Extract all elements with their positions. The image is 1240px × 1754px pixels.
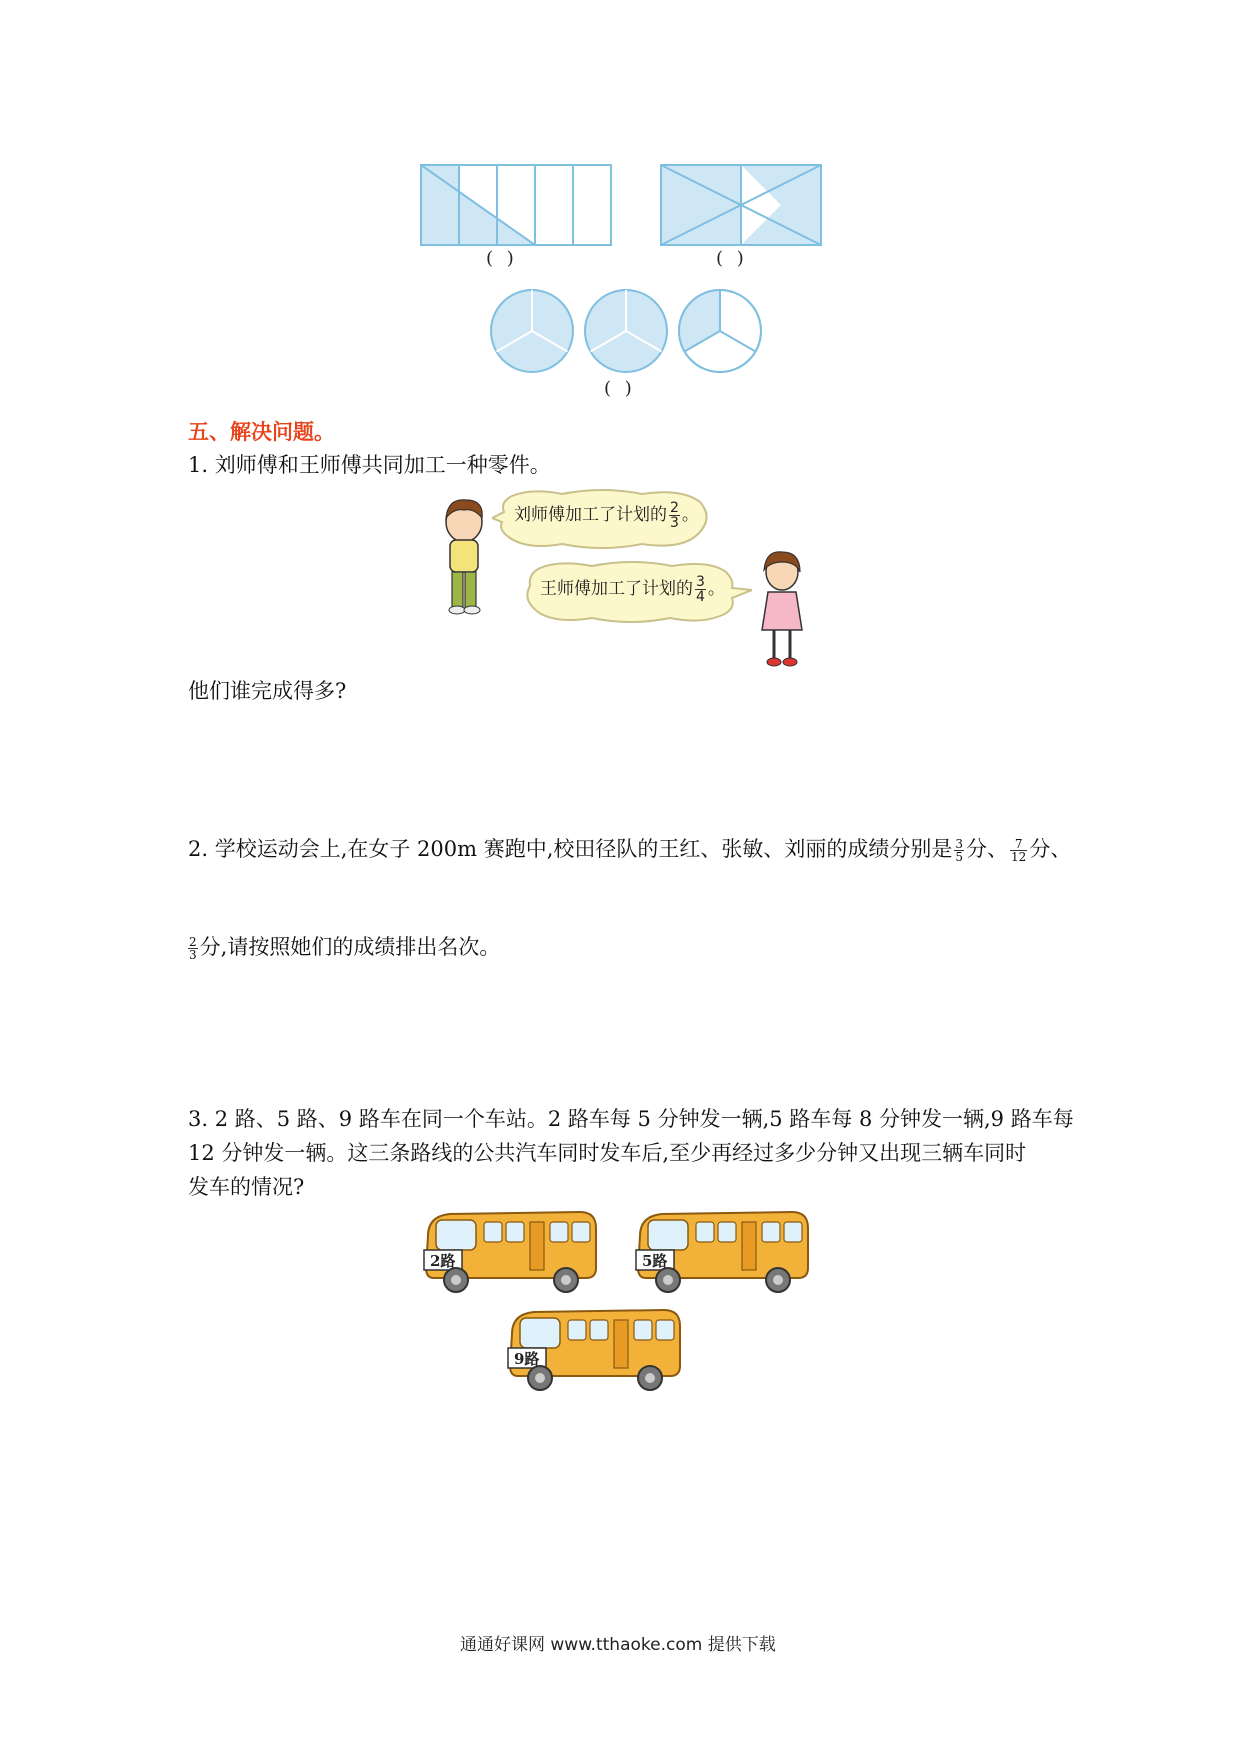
- q1-question: 他们谁完成得多?: [188, 679, 347, 703]
- q2-line2: [186, 930, 500, 964]
- q1-text: 1. 刘师傅和王师傅共同加工一种零件。: [188, 453, 551, 477]
- q2-sep-2: 分、: [1029, 837, 1072, 861]
- bubble-1-text: [514, 500, 699, 530]
- circle-figures: [490, 288, 766, 374]
- q2-fraction-2-den: 12: [1011, 850, 1027, 864]
- bubble-2-fraction: [695, 575, 706, 604]
- q2-fraction-3-num: 2: [189, 935, 197, 949]
- q2-fraction-3-den: 3: [189, 948, 197, 962]
- bubble-2-prefix: 王师傅加工了计划的: [540, 579, 693, 599]
- section-title: 五、解决问题。: [188, 420, 335, 444]
- bubble-2-numerator: 3: [696, 573, 705, 590]
- bubble-1-suffix: 。: [681, 505, 699, 525]
- bubble-2-text: [540, 574, 725, 604]
- q2-sep-1: 分、: [966, 837, 1009, 861]
- bubble-2-suffix: 。: [707, 579, 725, 599]
- q3-line2: 12 分钟发一辆。这三条路线的公共汽车同时发车后,至少再经过多少分钟又出现三辆车同时: [188, 1141, 1027, 1165]
- answer-blank-3[interactable]: ( ): [604, 378, 636, 399]
- bus-illustrations: [420, 1194, 820, 1404]
- bubble-2-denominator: 4: [696, 588, 705, 605]
- boy-illustration: [432, 496, 496, 616]
- bubble-1-fraction: [669, 501, 680, 530]
- rectangle-figure-1: [420, 164, 612, 246]
- q3-line3: 发车的情况?: [188, 1175, 305, 1199]
- bubble-1-numerator: 2: [670, 499, 679, 516]
- bus-5-label: 5路: [642, 1252, 668, 1270]
- bubble-1-prefix: 刘师傅加工了计划的: [514, 505, 667, 525]
- q2-line2-text: 分,请按照她们的成绩排出名次。: [199, 935, 501, 959]
- footer-text: 通通好课网 www.tthaoke.com 提供下载: [460, 1635, 776, 1655]
- bus-2-label: 2路: [430, 1252, 456, 1270]
- answer-blank-2[interactable]: ( ): [716, 248, 748, 269]
- bubble-1-denominator: 3: [670, 514, 679, 531]
- q2-fraction-1-num: 3: [955, 837, 964, 851]
- girl-illustration: [752, 548, 814, 670]
- q2-fraction-3: [188, 936, 198, 961]
- q2-fraction-1: [954, 838, 964, 863]
- answer-blank-1[interactable]: ( ): [486, 248, 518, 269]
- q2-fraction-2-num: 7: [1010, 838, 1027, 851]
- bus-9-label: 9路: [514, 1350, 540, 1368]
- q2-line1: [188, 832, 1071, 866]
- q2-fraction-1-den: 5: [955, 850, 964, 864]
- q2-line1-text: 2. 学校运动会上,在女子 200m 赛跑中,校田径队的王红、张敏、刘丽的成绩分别是: [188, 837, 953, 861]
- q3-line1: 3. 2 路、5 路、9 路车在同一个车站。2 路车每 5 分钟发一辆,5 路车每 8 分钟发一辆,9 路车每: [188, 1107, 1074, 1131]
- q2-fraction-2: [1010, 838, 1027, 863]
- rectangle-figure-2: [660, 164, 822, 246]
